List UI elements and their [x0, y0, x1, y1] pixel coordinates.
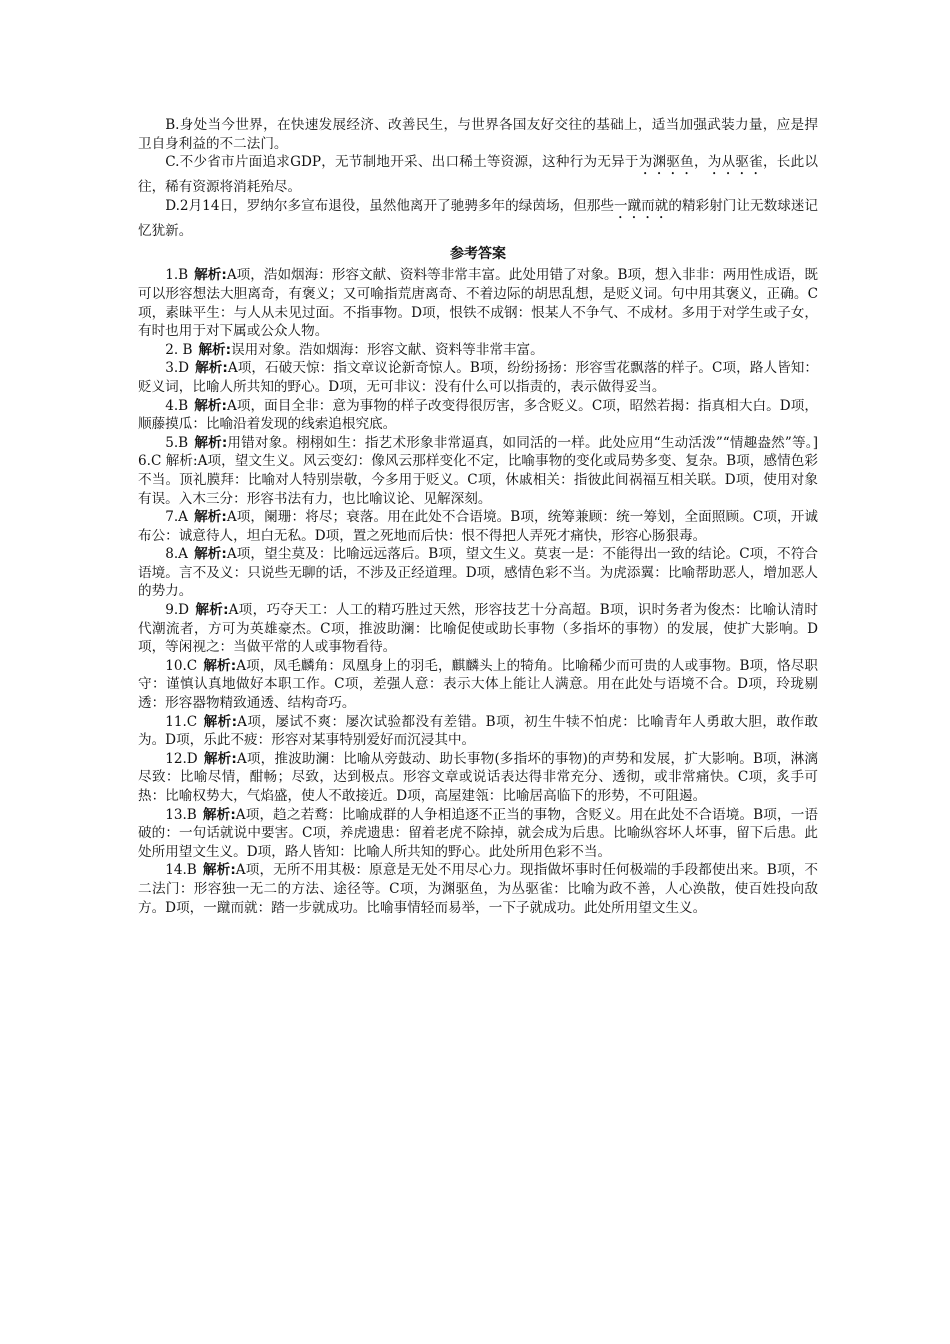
answer-item-12 — [138, 750, 818, 806]
answer-item-5 — [138, 434, 818, 508]
answer-item-7 — [138, 508, 818, 545]
answer-number: 7.A — [165, 509, 188, 526]
answer-label: 解析: — [195, 602, 229, 619]
answer-number: 5.B — [165, 434, 189, 451]
option-d — [138, 197, 818, 241]
document-page — [138, 116, 818, 917]
answer-label: 解析: — [203, 750, 237, 767]
answer-text: A项，屡试不爽：屡次试验都没有差错。B项，初生牛犊不怕虎：比喻青年人勇敢大胆，敢作敢为。D项，乐此不疲：形容对某事特别爱好而沉浸其中。 — [138, 713, 819, 749]
answer-text: 误用对象。浩如烟海：形容文献、资料等非常丰富。 — [231, 341, 544, 358]
answer-number: 9.D — [165, 602, 190, 619]
option-b: B.身处当今世界，在快速发展经济、改善民生，与世界各国友好交往的基础上，适当加强武装力量，应是捍卫自身利益的不二法门。 — [138, 117, 818, 152]
answer-number: 8.A — [165, 546, 188, 563]
answer-number: 4.B — [165, 397, 189, 414]
answer-label: 解析: — [203, 657, 237, 674]
answer-text: A项，推波助澜：比喻从旁鼓动、助长事物(多指坏的事物)的声势和发展，扩大影响。B项，淋漓尽致：比喻尽情，酣畅；尽致，达到极点。形容文章或说话表达得非常充分、透彻，或非常痛快。C项，炙手可热：比喻权势大，气焰盛，使人不敢接近。D项，高屋建瓴：比喻居高临下的形势，不可阻遏。 — [138, 750, 819, 804]
answer-text: A项，浩如烟海：形容文献、资料等非常丰富。此处用错了对象。B项，想入非非：两用性成语，既可以形容想法大胆离奇，有褒义；又可喻指荒唐离奇、不着边际的胡思乱想，是贬义词。句中用其褒义，正确。C项，素昧平生：与人从未见过面。不指事物。D项，恨铁不成钢：恨某人不争气、不成材。多用于对学生或子女，有时也用于对下属或公众人物。 — [138, 267, 818, 340]
answer-label: 解析: — [193, 546, 227, 563]
answer-number: 10.C — [165, 657, 198, 674]
answer-text: A项，石破天惊：指文章议论新奇惊人。B项，纷纷扬扬：形容雪花飘落的样子。C项，路人皆知：贬义词，比喻人所共知的野心。D项，无可非议：没有什么可以指责的，表示做得妥当。 — [138, 360, 818, 395]
option-d-emphasized-idiom: 一蹴而就 — [613, 197, 669, 214]
answer-text: A项，无所不用其极：原意是无处不用尽心力。现指做坏事时任何极端的手段都使出来。B项，不二法门：形容独一无二的方法、途径等。C项，为渊驱鱼，为丛驱雀：比喻为政不善，人心涣散，使百姓投向敌方。D项，一蹴而就：踏一步就成功。比喻事情轻而易举，一下子就成功。此处所用望文生义。 — [138, 862, 819, 916]
option-c — [138, 153, 818, 197]
answer-item-4 — [138, 397, 818, 434]
answer-number: 12.D — [165, 750, 198, 767]
answer-item-13 — [138, 806, 818, 862]
answer-item-14 — [138, 861, 818, 917]
answer-number: 11.C — [165, 713, 198, 730]
answer-number: 1.B — [165, 267, 189, 284]
answer-number: 3.D — [165, 360, 190, 377]
answer-text: A项，望尘莫及：比喻远远落后。B项，望文生义。莫衷一是：不能得出一致的结论。C项，不符合语境。言不及义：只说些无聊的话，不涉及正经道理。D项，感情色彩不当。为虎添翼：比喻帮助恶人，增加恶人的势力。 — [138, 546, 818, 600]
answer-item-11 — [138, 713, 818, 750]
answer-label: 解析: — [203, 713, 238, 730]
answers-heading: 参考答案 — [450, 246, 506, 263]
answer-text: A项，面目全非：意为事物的样子改变得很厉害，多含贬义。C项，昭然若揭：指真相大白。D项，顺藤摸瓜：比喻沿着发现的线索追根究底。 — [138, 397, 818, 433]
answer-label: 解析: — [202, 806, 236, 823]
option-c-emphasized-idiom: 为渊驱鱼，为从驱雀 — [638, 154, 763, 171]
answer-number: 13.B — [165, 806, 197, 823]
answer-item-8 — [138, 545, 818, 601]
option-d-text-before: D.2月14日，罗纳尔多宣布退役，虽然他离开了驰骋多年的绿茵场，但那些 — [165, 197, 614, 214]
option-c-text-before: C.不少省市片面追求GDP，无节制地开采、出口稀土等资源，这种行为无异于 — [165, 154, 639, 171]
answer-label: 解析: — [193, 509, 227, 526]
answer-text: A项，巧夺天工：人工的精巧胜过天然，形容技艺十分高超。B项，识时务者为俊杰：比喻认清时代潮流者，方可为英雄豪杰。C项，推波助澜：比喻促使或助长事物（多指坏的事物）的发展，使扩大影响。D项，等闲视之：当做平常的人或事物看待。 — [138, 602, 819, 656]
answer-text: 用错对象。栩栩如生：指艺术形象非常逼真，如同活的一样。此处应用“生动活泼”“情趣盎然”等。]6.C 解析:A项，望文生义。风云变幻：像风云那样变化不定，比喻事物的变化或局势多变、复杂。B项，感情色彩不当。顶礼膜拜：比喻对人特别崇敬，今多用于贬义。C项，休戚相关：指彼此间祸福互相关联。D项，使用对象有误。入木三分：形容书法有力，也比喻议论、见解深刻。 — [138, 434, 818, 507]
answer-item-9 — [138, 601, 818, 657]
option-d-text-after: 的精彩射门让无数球迷记忆犹新。 — [138, 197, 819, 239]
answer-text: A项，阑珊：将尽；衰落。用在此处不合语境。B项，统筹兼顾：统一筹划，全面照顾。C项，开诚布公：诚意待人，坦白无私。D项，置之死地而后快：恨不得把人弄死才痛快，形容心肠狠毒。 — [138, 509, 818, 544]
answer-label: 解析: — [198, 341, 232, 358]
answer-text: A项，趋之若鹜：比喻成群的人争相追逐不正当的事物，含贬义。用在此处不合语境。B项，一语破的：一句话就说中要害。C项，养虎遗患：留着老虎不除掉，就会成为后患。比喻纵容坏人坏事，留下后患。此处所用望文生义。D项，路人皆知：比喻人所共知的野心。此处所用色彩不当。 — [138, 806, 819, 860]
answer-number: 2. B — [165, 341, 193, 358]
answer-label: 解析: — [195, 360, 228, 377]
answer-label: 解析: — [194, 434, 228, 451]
option-c-text-after: ，长此以往，稀有资源将消耗殆尽。 — [138, 154, 819, 196]
answer-label: 解析: — [202, 862, 236, 879]
answer-item-10 — [138, 657, 818, 713]
answer-number: 14.B — [165, 862, 197, 879]
answer-text: A项，凤毛麟角：凤凰身上的羽毛，麒麟头上的犄角。比喻稀少而可贵的人或事物。B项，恪尽职守：谨慎认真地做好本职工作。C项，差强人意：表示大体上能让人满意。用在此处与语境不合。D项，玲珑剔透：形容器物精致通透、结构奇巧。 — [138, 657, 819, 712]
answer-item-1 — [138, 266, 818, 340]
answer-item-3 — [138, 359, 818, 396]
answer-label: 解析: — [194, 267, 227, 284]
answer-label: 解析: — [194, 397, 227, 414]
answer-item-2 — [138, 341, 818, 360]
